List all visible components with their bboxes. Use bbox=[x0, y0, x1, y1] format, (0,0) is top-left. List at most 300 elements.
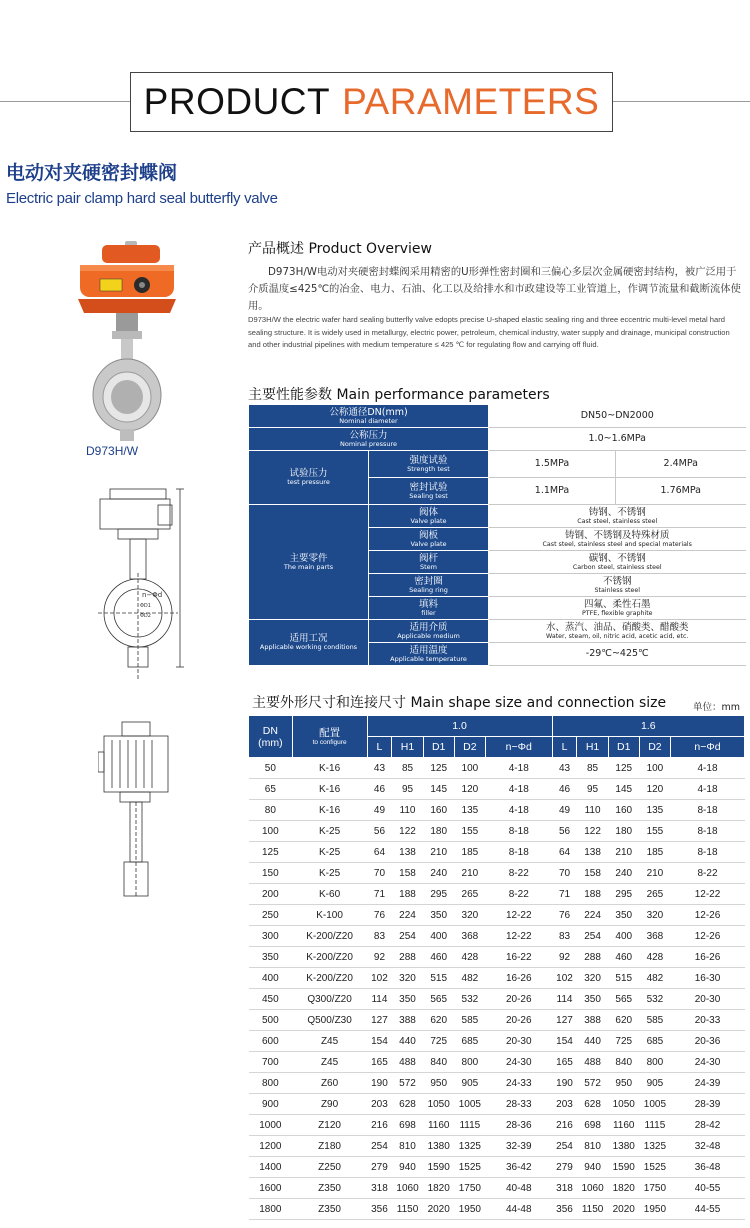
table-cell: Z45 bbox=[292, 1031, 367, 1052]
table-cell: 12-26 bbox=[671, 905, 745, 926]
table-cell: 188 bbox=[392, 884, 423, 905]
table-cell: 190 bbox=[552, 1073, 577, 1094]
table-cell: 92 bbox=[552, 947, 577, 968]
table-cell: 350 bbox=[608, 905, 639, 926]
table-cell: 8-18 bbox=[485, 821, 552, 842]
table-cell: 8-18 bbox=[671, 821, 745, 842]
table-row bbox=[249, 1010, 745, 1031]
sealing-test-value-2: 1.76MPa bbox=[616, 478, 746, 505]
table-cell: 65 bbox=[249, 779, 293, 800]
table-cell: 1820 bbox=[608, 1178, 639, 1199]
table-cell: 320 bbox=[392, 968, 423, 989]
value-en: Cast steel, stainless steel bbox=[577, 517, 658, 525]
label-en: Applicable medium bbox=[397, 631, 460, 640]
table-cell: 1590 bbox=[423, 1157, 454, 1178]
table-cell: 440 bbox=[577, 1031, 608, 1052]
table-row bbox=[249, 800, 745, 821]
table-cell: 565 bbox=[608, 989, 639, 1010]
value-cn: 铸钢、不锈钢 bbox=[588, 506, 646, 518]
part-value bbox=[489, 551, 746, 574]
value-cn: 碳钢、不锈钢 bbox=[588, 552, 646, 564]
table-cell: 145 bbox=[423, 779, 454, 800]
table-cell: 40-55 bbox=[671, 1178, 745, 1199]
label-cn: 公称通径DN(mm) bbox=[329, 406, 408, 418]
label-cn: 试验压力 bbox=[289, 468, 328, 479]
table-cell: 350 bbox=[249, 947, 293, 968]
table-cell: 515 bbox=[608, 968, 639, 989]
table-cell: 203 bbox=[552, 1094, 577, 1115]
table-cell: 216 bbox=[367, 1115, 392, 1136]
table-cell: 300 bbox=[249, 926, 293, 947]
table-cell: 224 bbox=[577, 905, 608, 926]
medium-label bbox=[369, 620, 489, 643]
table-cell: 1200 bbox=[249, 1136, 293, 1157]
table-row bbox=[249, 1031, 745, 1052]
temperature-value: -29℃~425℃ bbox=[489, 643, 746, 666]
label-en: Stem bbox=[419, 562, 437, 571]
table-cell: 125 bbox=[423, 758, 454, 779]
table-cell: 127 bbox=[552, 1010, 577, 1031]
table-cell: 46 bbox=[552, 779, 577, 800]
table-cell: 155 bbox=[454, 821, 485, 842]
table-cell: 1160 bbox=[423, 1115, 454, 1136]
table-cell: 585 bbox=[454, 1010, 485, 1031]
col-h1: H1 bbox=[577, 737, 608, 758]
label-en: The main parts bbox=[283, 562, 334, 571]
table-cell: 1150 bbox=[577, 1199, 608, 1220]
label-en: Strength test bbox=[407, 464, 450, 473]
col-d1: D1 bbox=[608, 737, 639, 758]
table-cell: 76 bbox=[552, 905, 577, 926]
table-cell: K-200/Z20 bbox=[292, 926, 367, 947]
table-row bbox=[249, 905, 745, 926]
table-cell: 100 bbox=[639, 758, 670, 779]
table-cell: Z250 bbox=[292, 1157, 367, 1178]
table-cell: 85 bbox=[577, 758, 608, 779]
label-cn: 适用温度 bbox=[409, 644, 448, 656]
dimensions-table bbox=[248, 715, 745, 1220]
table-cell: 16-22 bbox=[485, 947, 552, 968]
table-cell: 440 bbox=[392, 1031, 423, 1052]
table-cell: 800 bbox=[454, 1052, 485, 1073]
table-cell: 64 bbox=[367, 842, 392, 863]
table-cell: 28-33 bbox=[485, 1094, 552, 1115]
table-cell: 70 bbox=[552, 863, 577, 884]
table-cell: 8-22 bbox=[485, 884, 552, 905]
table-cell: 254 bbox=[367, 1136, 392, 1157]
table-cell: 12-22 bbox=[485, 905, 552, 926]
table-cell: 12-22 bbox=[485, 926, 552, 947]
value-cn: 四氟、柔性石墨 bbox=[584, 598, 651, 610]
label-en: Sealing test bbox=[409, 491, 448, 500]
table-cell: 288 bbox=[392, 947, 423, 968]
table-cell: 28-42 bbox=[671, 1115, 745, 1136]
table-cell: 20-30 bbox=[671, 989, 745, 1010]
table-cell: 180 bbox=[423, 821, 454, 842]
table-cell: 388 bbox=[392, 1010, 423, 1031]
nd-label: n−Φd bbox=[142, 591, 163, 599]
table-cell: 320 bbox=[639, 905, 670, 926]
table-cell: 110 bbox=[392, 800, 423, 821]
table-cell: 905 bbox=[639, 1073, 670, 1094]
table-cell: 1160 bbox=[608, 1115, 639, 1136]
table-cell: 1400 bbox=[249, 1157, 293, 1178]
table-row bbox=[249, 989, 745, 1010]
table-cell: 840 bbox=[423, 1052, 454, 1073]
d1-label: ΦD1 bbox=[140, 603, 151, 609]
label-cn: 适用工况 bbox=[289, 633, 328, 644]
table-cell: 628 bbox=[577, 1094, 608, 1115]
table-cell: Z180 bbox=[292, 1136, 367, 1157]
col-l: L bbox=[552, 737, 577, 758]
pressure-1-header: 1.0 bbox=[367, 716, 552, 737]
label-cn: 强度试验 bbox=[409, 454, 448, 466]
table-cell: 46 bbox=[367, 779, 392, 800]
table-cell: 24-39 bbox=[671, 1073, 745, 1094]
table-cell: 1525 bbox=[454, 1157, 485, 1178]
label-cn: 阀杆 bbox=[418, 552, 438, 564]
title-word-product: PRODUCT bbox=[143, 81, 331, 122]
sealing-test-value-1: 1.1MPa bbox=[489, 478, 616, 505]
table-cell: 40-48 bbox=[485, 1178, 552, 1199]
table-cell: 400 bbox=[249, 968, 293, 989]
table-cell: 1950 bbox=[454, 1199, 485, 1220]
value-cn: 不锈钢 bbox=[603, 575, 632, 587]
table-cell: 288 bbox=[577, 947, 608, 968]
part-value bbox=[489, 505, 746, 528]
table-cell: Q500/Z30 bbox=[292, 1010, 367, 1031]
table-cell: 240 bbox=[423, 863, 454, 884]
table-cell: 295 bbox=[423, 884, 454, 905]
table-cell: 254 bbox=[577, 926, 608, 947]
table-cell: Z45 bbox=[292, 1052, 367, 1073]
table-cell: 71 bbox=[367, 884, 392, 905]
table-cell: 1115 bbox=[639, 1115, 670, 1136]
table-cell: 4-18 bbox=[485, 779, 552, 800]
table-cell: 318 bbox=[367, 1178, 392, 1199]
table-cell: 400 bbox=[423, 926, 454, 947]
table-cell: 24-30 bbox=[671, 1052, 745, 1073]
table-cell: 565 bbox=[423, 989, 454, 1010]
table-cell: 810 bbox=[577, 1136, 608, 1157]
table-cell: 16-26 bbox=[671, 947, 745, 968]
table-cell: 145 bbox=[608, 779, 639, 800]
col-nd: n−Φd bbox=[485, 737, 552, 758]
table-cell: 572 bbox=[577, 1073, 608, 1094]
table-cell: 279 bbox=[367, 1157, 392, 1178]
table-cell: 840 bbox=[608, 1052, 639, 1073]
table-cell: 12-22 bbox=[671, 884, 745, 905]
table-cell: 1600 bbox=[249, 1178, 293, 1199]
table-cell: 350 bbox=[423, 905, 454, 926]
table-cell: 515 bbox=[423, 968, 454, 989]
table-cell: 190 bbox=[367, 1073, 392, 1094]
part-label bbox=[369, 528, 489, 551]
table-cell: 210 bbox=[608, 842, 639, 863]
table-cell: 56 bbox=[367, 821, 392, 842]
table-cell: 56 bbox=[552, 821, 577, 842]
performance-table bbox=[248, 404, 746, 666]
overview-text-cn: D973H/W电动对夹硬密封蝶阀采用精密的U形弹性密封圈和三偏心多层次金属硬密封结构，被广泛用于介质温度≤425℃的冶金、电力、石油、化工以及给排水和市政建设等工业管道上，作调节流量和截断流体使用。 bbox=[248, 266, 741, 312]
table-cell: 185 bbox=[454, 842, 485, 863]
table-cell: 250 bbox=[249, 905, 293, 926]
table-cell: 165 bbox=[552, 1052, 577, 1073]
nominal-pressure-value: 1.0~1.6MPa bbox=[489, 428, 746, 451]
table-cell: 950 bbox=[608, 1073, 639, 1094]
table-cell: 114 bbox=[552, 989, 577, 1010]
label-en: Applicable working conditions bbox=[259, 643, 358, 651]
table-row bbox=[249, 863, 745, 884]
configure-cn: 配置 bbox=[319, 726, 341, 739]
table-cell: 1525 bbox=[639, 1157, 670, 1178]
strength-test-label bbox=[369, 451, 489, 478]
value-en: Stainless steel bbox=[594, 586, 640, 594]
table-cell: 4-18 bbox=[485, 758, 552, 779]
table-cell: 36-48 bbox=[671, 1157, 745, 1178]
table-cell: 1325 bbox=[454, 1136, 485, 1157]
overview-text-en: D973H/W the electric wafer hard sealing butterfly valve edopts precise U-shaped elastic sealing ring and three eccentric multi-level metal hard sealing structure. It is widely used in metallurgy, electric power, petroleum, chemical industry, water supply and drainage, municipal construction and other industrial pipelines with medium temperature ≤ 425 ℃ for regulating flow and carrying off fluid. bbox=[248, 315, 730, 349]
nominal-pressure-label bbox=[249, 428, 489, 451]
part-value bbox=[489, 574, 746, 597]
table-cell: 1950 bbox=[639, 1199, 670, 1220]
table-cell: 1380 bbox=[608, 1136, 639, 1157]
nominal-diameter-value: DN50~DN2000 bbox=[489, 405, 746, 428]
table-cell: 43 bbox=[367, 758, 392, 779]
label-cn: 适用介质 bbox=[409, 621, 448, 633]
table-cell: 482 bbox=[454, 968, 485, 989]
label-cn: 阀体 bbox=[418, 506, 438, 518]
table-cell: 1000 bbox=[249, 1115, 293, 1136]
table-cell: 240 bbox=[608, 863, 639, 884]
label-cn: 阀板 bbox=[418, 529, 438, 541]
table-cell: 28-36 bbox=[485, 1115, 552, 1136]
table-cell: 685 bbox=[639, 1031, 670, 1052]
table-cell: 210 bbox=[454, 863, 485, 884]
table-cell: K-200/Z20 bbox=[292, 968, 367, 989]
label-cn: 密封圈 bbox=[414, 575, 443, 587]
table-cell: 1750 bbox=[639, 1178, 670, 1199]
table-cell: K-16 bbox=[292, 758, 367, 779]
table-cell: 210 bbox=[639, 863, 670, 884]
table-cell: 500 bbox=[249, 1010, 293, 1031]
table-cell: K-16 bbox=[292, 779, 367, 800]
table-cell: 4-18 bbox=[485, 800, 552, 821]
value-cn: 水、蒸汽、油品、硝酸类、醋酸类 bbox=[546, 621, 689, 633]
table-cell: 572 bbox=[392, 1073, 423, 1094]
dimensions-body bbox=[249, 758, 745, 1220]
col-d1: D1 bbox=[423, 737, 454, 758]
table-cell: 95 bbox=[577, 779, 608, 800]
value-en: PTFE, flexible graphite bbox=[581, 609, 653, 617]
part-label bbox=[369, 551, 489, 574]
table-cell: 685 bbox=[454, 1031, 485, 1052]
table-cell: 150 bbox=[249, 863, 293, 884]
value-cn: 铸钢、不锈钢及特殊材质 bbox=[565, 529, 670, 541]
label-en: Sealing ring bbox=[409, 585, 448, 594]
table-cell: 400 bbox=[608, 926, 639, 947]
table-cell: 585 bbox=[639, 1010, 670, 1031]
table-cell: 265 bbox=[639, 884, 670, 905]
table-cell: 800 bbox=[249, 1073, 293, 1094]
table-cell: 160 bbox=[608, 800, 639, 821]
table-header-row bbox=[249, 716, 745, 737]
part-value bbox=[489, 597, 746, 620]
table-cell: 44-48 bbox=[485, 1199, 552, 1220]
table-cell: 160 bbox=[423, 800, 454, 821]
page-title bbox=[130, 72, 613, 132]
label-cn: 填料 bbox=[418, 598, 438, 610]
table-cell: 8-22 bbox=[485, 863, 552, 884]
table-cell: 725 bbox=[608, 1031, 639, 1052]
table-cell: 1005 bbox=[639, 1094, 670, 1115]
table-cell: 940 bbox=[392, 1157, 423, 1178]
product-title-cn: 电动对夹硬密封蝶阀 bbox=[6, 162, 178, 184]
table-cell: 83 bbox=[552, 926, 577, 947]
model-label: D973H/W bbox=[86, 444, 139, 458]
table-cell: 12-26 bbox=[671, 926, 745, 947]
table-cell: 254 bbox=[392, 926, 423, 947]
table-cell: 32-48 bbox=[671, 1136, 745, 1157]
table-cell: 114 bbox=[367, 989, 392, 1010]
table-cell: 1820 bbox=[423, 1178, 454, 1199]
value-en: Carbon steel, stainless steel bbox=[572, 563, 662, 571]
table-cell: 43 bbox=[552, 758, 577, 779]
table-cell: 20-36 bbox=[671, 1031, 745, 1052]
table-cell: 165 bbox=[367, 1052, 392, 1073]
configure-en: to configure bbox=[312, 738, 347, 746]
label-en: Valve plate bbox=[410, 539, 447, 548]
table-cell: 180 bbox=[608, 821, 639, 842]
table-row bbox=[249, 821, 745, 842]
table-cell: 950 bbox=[423, 1073, 454, 1094]
table-row bbox=[249, 1115, 745, 1136]
table-cell: 120 bbox=[454, 779, 485, 800]
table-cell: 135 bbox=[639, 800, 670, 821]
table-row bbox=[249, 1073, 745, 1094]
title-word-parameters: PARAMETERS bbox=[342, 81, 600, 122]
table-cell: 460 bbox=[608, 947, 639, 968]
pressure-2-header: 1.6 bbox=[552, 716, 744, 737]
table-cell: 24-33 bbox=[485, 1073, 552, 1094]
label-en: Applicable temperature bbox=[390, 654, 467, 663]
table-cell: 1800 bbox=[249, 1199, 293, 1220]
table-cell: 1005 bbox=[454, 1094, 485, 1115]
strength-test-value-2: 2.4MPa bbox=[616, 451, 746, 478]
label-en: test pressure bbox=[287, 478, 330, 486]
label-cn: 公称压力 bbox=[349, 429, 388, 441]
table-cell: 698 bbox=[392, 1115, 423, 1136]
table-cell: 70 bbox=[367, 863, 392, 884]
strength-test-value-1: 1.5MPa bbox=[489, 451, 616, 478]
table-cell: K-25 bbox=[292, 842, 367, 863]
table-cell: 8-22 bbox=[671, 863, 745, 884]
table-cell: 210 bbox=[423, 842, 454, 863]
table-row bbox=[249, 1178, 745, 1199]
part-label bbox=[369, 597, 489, 620]
table-cell: 80 bbox=[249, 800, 293, 821]
temperature-label bbox=[369, 643, 489, 666]
table-row bbox=[249, 451, 746, 478]
table-cell: 1050 bbox=[608, 1094, 639, 1115]
table-cell: 24-30 bbox=[485, 1052, 552, 1073]
table-cell: 8-18 bbox=[671, 800, 745, 821]
value-en: Cast steel, stainless steel and special materials bbox=[542, 540, 692, 548]
table-cell: 125 bbox=[608, 758, 639, 779]
table-cell: 85 bbox=[392, 758, 423, 779]
table-cell: 20-30 bbox=[485, 1031, 552, 1052]
dimension-drawing-side bbox=[98, 718, 173, 900]
table-row bbox=[249, 1157, 745, 1178]
table-cell: 600 bbox=[249, 1031, 293, 1052]
conditions-label bbox=[249, 620, 369, 666]
col-dn bbox=[249, 716, 293, 758]
table-cell: 488 bbox=[392, 1052, 423, 1073]
table-cell: 200 bbox=[249, 884, 293, 905]
table-cell: 49 bbox=[552, 800, 577, 821]
label-en: filler bbox=[421, 608, 436, 617]
table-cell: 127 bbox=[367, 1010, 392, 1031]
valve-photo bbox=[72, 235, 182, 445]
table-cell: 320 bbox=[454, 905, 485, 926]
col-d2: D2 bbox=[454, 737, 485, 758]
table-cell: 4-18 bbox=[671, 758, 745, 779]
table-cell: 1380 bbox=[423, 1136, 454, 1157]
table-cell: 125 bbox=[249, 842, 293, 863]
table-cell: 4-18 bbox=[671, 779, 745, 800]
overview-heading: 产品概述 Product Overview bbox=[248, 241, 432, 257]
performance-heading: 主要性能参数 Main performance parameters bbox=[248, 387, 550, 403]
product-title-en: Electric pair clamp hard seal butterfly valve bbox=[6, 190, 278, 207]
col-d2: D2 bbox=[639, 737, 670, 758]
table-row bbox=[249, 926, 745, 947]
table-cell: 20-33 bbox=[671, 1010, 745, 1031]
table-cell: 155 bbox=[639, 821, 670, 842]
col-l: L bbox=[367, 737, 392, 758]
table-cell: 279 bbox=[552, 1157, 577, 1178]
table-cell: 92 bbox=[367, 947, 392, 968]
table-cell: 620 bbox=[608, 1010, 639, 1031]
table-cell: 102 bbox=[367, 968, 392, 989]
label-cn: 密封试验 bbox=[409, 481, 448, 493]
table-cell: 725 bbox=[423, 1031, 454, 1052]
dimensions-heading: 主要外形尺寸和连接尺寸 Main shape size and connection size bbox=[252, 695, 667, 711]
table-cell: 135 bbox=[454, 800, 485, 821]
label-cn: 主要零件 bbox=[289, 552, 328, 564]
table-cell: 154 bbox=[552, 1031, 577, 1052]
table-cell: 44-55 bbox=[671, 1199, 745, 1220]
table-row bbox=[249, 505, 746, 528]
table-cell: 64 bbox=[552, 842, 577, 863]
table-row bbox=[249, 1199, 745, 1220]
table-cell: Z60 bbox=[292, 1073, 367, 1094]
table-cell: 224 bbox=[392, 905, 423, 926]
table-cell: 350 bbox=[392, 989, 423, 1010]
table-cell: 120 bbox=[639, 779, 670, 800]
table-cell: 265 bbox=[454, 884, 485, 905]
header-rule-left bbox=[0, 101, 130, 102]
table-cell: 940 bbox=[577, 1157, 608, 1178]
table-cell: K-25 bbox=[292, 821, 367, 842]
part-value bbox=[489, 528, 746, 551]
table-row bbox=[249, 968, 745, 989]
table-row bbox=[249, 947, 745, 968]
table-cell: 810 bbox=[392, 1136, 423, 1157]
table-cell: 698 bbox=[577, 1115, 608, 1136]
main-parts-label bbox=[249, 505, 369, 620]
part-label bbox=[369, 574, 489, 597]
table-cell: 368 bbox=[454, 926, 485, 947]
nominal-diameter-label bbox=[249, 405, 489, 428]
